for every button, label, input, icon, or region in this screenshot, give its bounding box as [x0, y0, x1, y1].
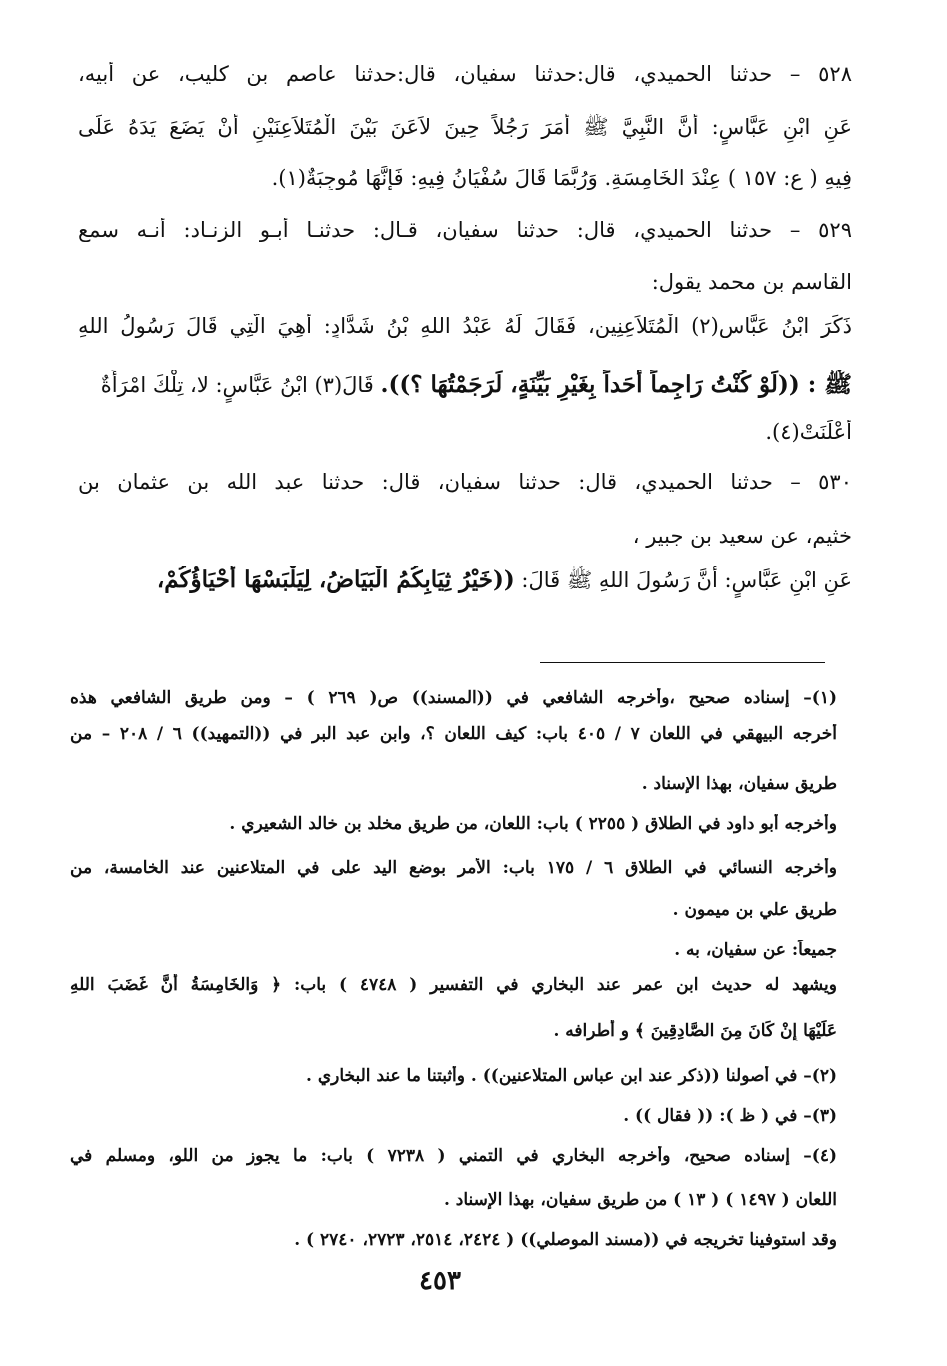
footnote-1-line3: طريق سفيان، بهذا الإسناد . — [641, 774, 837, 794]
hadith-530-matn — [78, 566, 852, 598]
footnote-1-line5: وأخرجه النسائي في الطلاق ٦ / ١٧٥ باب: الأمر بوضع اليد على في المتلاعنين عند الخامسة، من — [70, 858, 837, 878]
footnote-1-line9: عَلَيْهَا إِنْ كَانَ مِنَ الصَّادِقِينَ ﴾ و أطرافه . — [553, 1021, 837, 1041]
footnote-4-line3: وقد استوفينا تخريجه في ((مسند الموصلي)) ( ٢٤٢٤، ٢٥١٤، ٢٧٢٣، ٢٧٤٠ ) . — [294, 1230, 837, 1250]
page-number: ٤٥٣ — [419, 1266, 461, 1296]
hadith-529-matn-line2 — [78, 370, 852, 404]
footnote-1-line2: أخرجه البيهقي في اللعان ٧ / ٤٠٥ باب: كيف اللعان ؟، وابن عبد البر في ((التمهيد)) ٦ / ٢٠٨ – من — [70, 724, 837, 744]
hadith-529-reply: قَالَ(٣) ابْنُ عَبَّاسٍ: لا، تِلْكَ امْرَأَةٌ — [100, 373, 374, 397]
prophetic-saying: ((خَيْرُ ثِيَابِكُمُ الْبَيَاضُ، لِيَلْبَسْهَا أَحْيَاؤُكُمْ، — [156, 566, 515, 593]
footnote-4-line1: (٤)– إسناده صحيح، وأخرجه البخاري في التمني ( ٧٢٣٨ ) باب: ما يجوز من اللو، ومسلم في — [70, 1146, 837, 1166]
prophetic-saying: ﷺ : ((لَوْ كُنْتُ رَاجِماً أَحَداً بِغَيْرِ بَيِّنَةٍ، لَرَجَمْتُهَا ؟)). — [380, 371, 852, 398]
footnote-1-line6: طريق علي بن ميمون . — [672, 900, 837, 920]
footnote-separator — [540, 662, 825, 663]
hadith-528-isnad: ٥٢٨ – حدثنا الحميدي، قال:حدثنا سفيان، قال:حدثنا عاصم بن كليب، عن أبيه، — [78, 62, 852, 86]
hadith-528-matn-line1: عَنِ ابْنِ عَبَّاسٍ: أَنَّ النَّبِيَّ ﷺ أَمَرَ رَجُلاً حِينَ لاَعَنَ بَيْنَ الْمُتَلاَعِنَيْنِ أَنْ يَضَعَ يَدَهُ عَلَى — [78, 115, 852, 139]
hadith-529-matn-line1: ذَكَرَ ابْنُ عَبَّاسٍ(٢) الْمُتَلاَعِنِين، فَقَالَ لَهُ عَبْدُ اللهِ بْنُ شَدَّادٍ: أَهِيَ الَّتِي قَالَ رَسُولُ اللهِ — [78, 314, 852, 338]
footnote-4-line2: اللعان ( ١٤٩٧ ) ( ١٣ ) من طريق سفيان، بهذا الإسناد . — [443, 1190, 837, 1210]
hadith-529-isnad-cont: القاسم بن محمد يقول: — [651, 270, 852, 294]
hadith-530-intro: عَنِ ابْنِ عَبَّاسٍ: أَنَّ رَسُولَ اللهِ ﷺ قَالَ: — [521, 568, 852, 592]
footnote-1-line7: جميعاً: عن سفيان، به . — [674, 940, 837, 960]
footnote-1-line8: ويشهد له حديث ابن عمر عند البخاري في التفسير ( ٤٧٤٨ ) باب: ﴿ وَالخَامِسَةُ أَنَّ غَضَبَ اللهِ — [70, 975, 837, 995]
hadith-528-matn-line2: فِيهِ ( ع: ١٥٧ ) عِنْدَ الخَامِسَةِ. وَرُبَّمَا قَالَ سُفْيَانُ فِيهِ: فَإِنَّهَا مُوجِبَةٌ(١). — [271, 166, 852, 190]
footnote-1-line1: (١)– إسناده صحيح ،وأخرجه الشافعي في ((المسند)) ص( ٢٦٩ ) – ومن طريق الشافعي هذه — [70, 688, 837, 708]
hadith-530-isnad: ٥٣٠ – حدثنا الحميدي، قال: حدثنا سفيان، قال: حدثنا عبد الله بن عثمان بن — [78, 470, 852, 494]
footnote-2: (٢)– في أصولنا ((ذكر عند ابن عباس المتلاعنين)) . وأثبتنا ما عند البخاري . — [305, 1066, 837, 1086]
footnote-3: (٣)– في ( ظ ): (( فقال )) . — [623, 1106, 837, 1126]
hadith-530-isnad-cont: خثيم، عن سعيد بن جبير ، — [632, 524, 852, 548]
footnote-1-line4: وأخرجه أبو داود في الطلاق ( ٢٢٥٥ ) باب: اللعان، من طريق مخلد بن خالد الشعيري . — [229, 814, 837, 834]
hadith-529-matn-line3: أَعْلَنَتْ(٤). — [765, 420, 852, 444]
hadith-529-isnad: ٥٢٩ – حدثنا الحميدي، قال: حدثنا سفيان، قـال: حدثنـا أبـو الزنـاد: أنـه سمع — [78, 218, 852, 242]
